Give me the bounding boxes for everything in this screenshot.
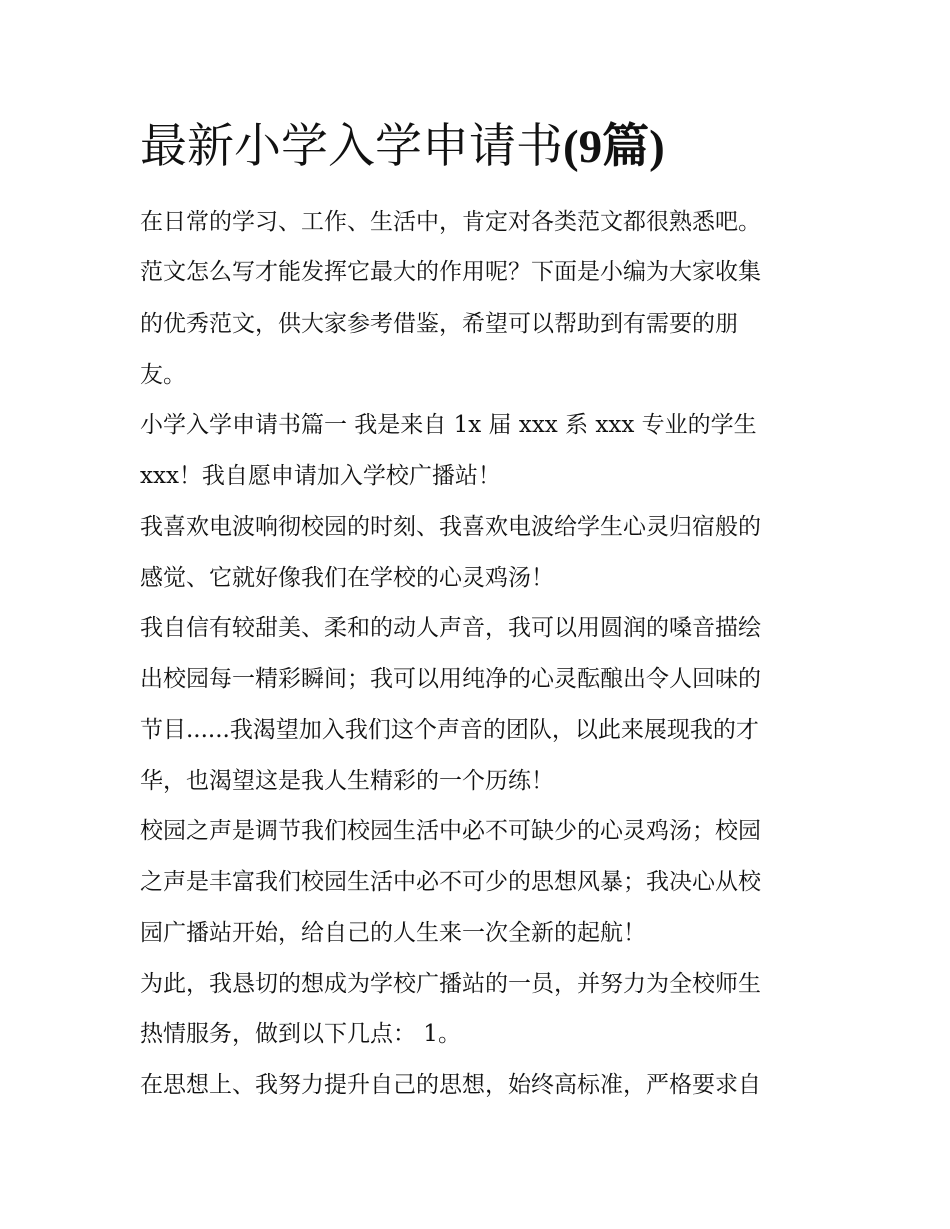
paragraph-line: 热情服务，做到以下几点： 1。: [140, 1021, 461, 1047]
paragraph-line: 之声是丰富我们校园生活中必不可少的思想风暴；我决心从校: [140, 869, 761, 895]
title-count: (9篇): [563, 121, 665, 173]
paragraph-line: 小学入学申请书篇一 我是来自 1x 届 xxx 系 xxx 专业的学生: [140, 412, 757, 438]
paragraph-line: 我喜欢电波响彻校园的时刻、我喜欢电波给学生心灵归宿般的: [140, 514, 761, 540]
paragraph-line: 为此，我恳切的想成为学校广播站的一员，并努力为全校师生: [140, 971, 761, 997]
paragraph-line: 在思想上、我努力提升自己的思想，始终高标准，严格要求自: [140, 1072, 761, 1098]
paragraph-line: 我自信有较甜美、柔和的动人声音，我可以用圆润的嗓音描绘: [140, 615, 761, 641]
paragraph-line: 校园之声是调节我们校园生活中必不可缺少的心灵鸡汤；校园: [140, 818, 761, 844]
paragraph-line: xxx！我自愿申请加入学校广播站！: [140, 463, 501, 489]
paragraph-line: 出校园每一精彩瞬间；我可以用纯净的心灵酝酿出令人回味的: [140, 666, 761, 692]
title-text: 最新小学入学申请书: [140, 119, 563, 174]
paragraph-line: 友。: [140, 362, 186, 388]
paragraph-line: 范文怎么写才能发挥它最大的作用呢？下面是小编为大家收集: [140, 259, 761, 285]
document-title: [140, 115, 665, 179]
paragraph-line: 感觉、它就好像我们在学校的心灵鸡汤！: [140, 565, 554, 591]
paragraph-line: 华，也渴望这是我人生精彩的一个历练！: [140, 768, 554, 794]
paragraph-line: 的优秀范文，供大家参考借鉴，希望可以帮助到有需要的朋: [140, 311, 738, 337]
paragraph-line: 节目......我渴望加入我们这个声音的团队，以此来展现我的才: [140, 717, 759, 743]
paragraph-line: 园广播站开始，给自己的人生来一次全新的起航！: [140, 920, 646, 946]
paragraph-line: 在日常的学习、工作、生活中，肯定对各类范文都很熟悉吧。: [140, 209, 761, 235]
